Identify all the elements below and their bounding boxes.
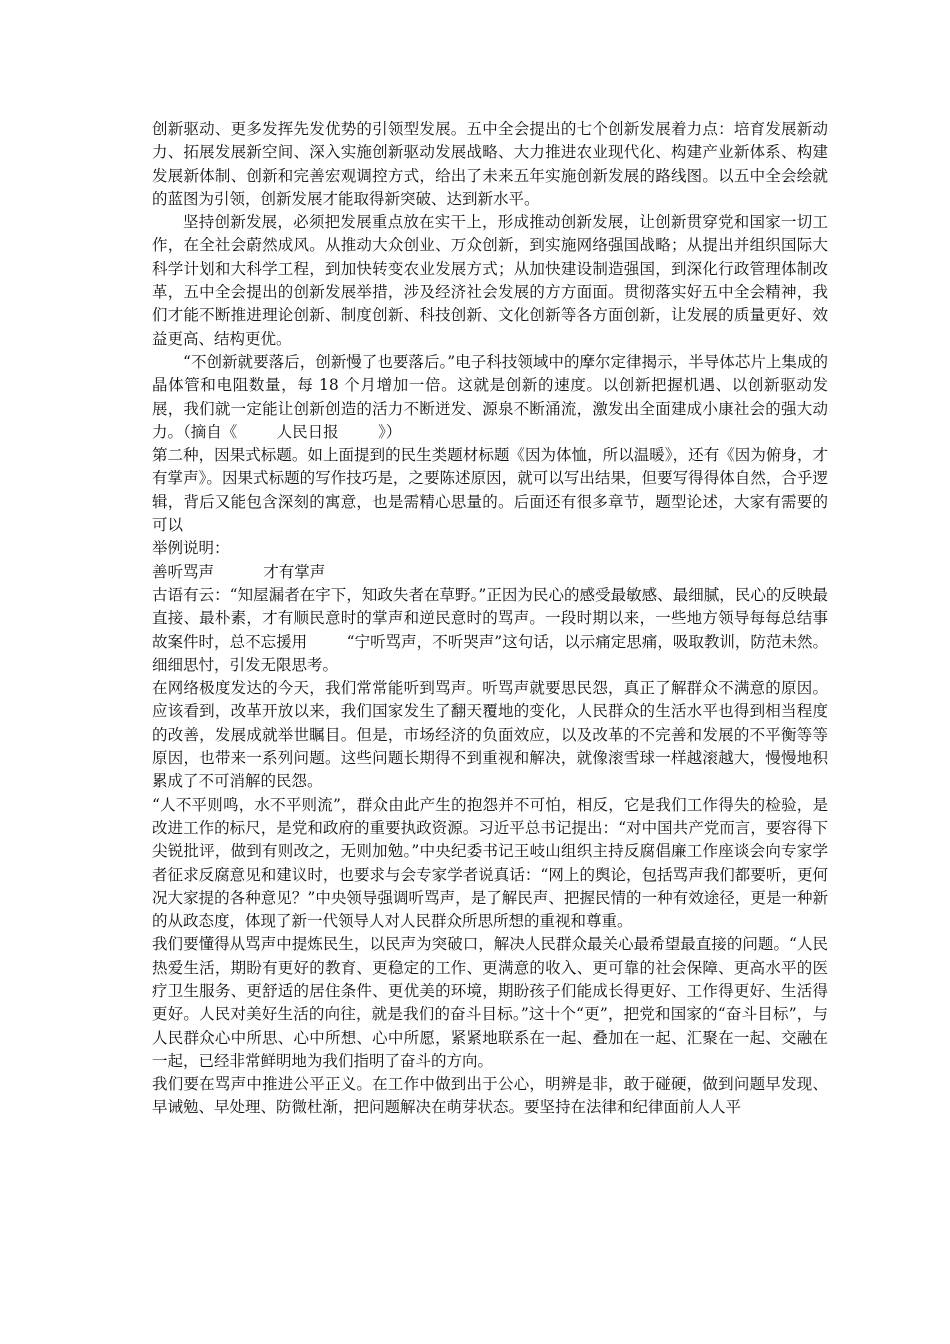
paragraph-internet-age: 在网络极度发达的今天，我们常常能听到骂声。听骂声就要思民怨，真正了解群众不满意的原因。应该看到，改革开放以来，我们国家发生了翻天覆地的变化，人民群众的生活水平也得到相当程度的改善，发展成就举世瞩目。但是，市场经济的负面效应，以及改革的不完善和发展的不平衡等等原因，也带来一系列问题。这些问题长期得不到重视和解决，就像滚雪球一样越滚越大，慢慢地积累成了不可消解的民怨。: [152, 679, 828, 791]
example-title: 善听骂声 才有掌声: [152, 562, 326, 581]
document-page: [152, 118, 828, 1120]
paragraph-example-label: 举例说明：: [152, 539, 230, 558]
paragraph-innovation-roadmap: 创新驱动、更多发挥先发优势的引领型发展。五中全会提出的七个创新发展着力点：培育发展新动力、拓展发展新空间、深入实施创新驱动发展战略、大力推进农业现代化、构建产业新体系、构建发展新体制、创新和完善宏观调控方式，给出了未来五年实施创新发展的路线图。以五中全会绘就的蓝图为引领，创新发展才能取得新突破、达到新水平。: [152, 120, 828, 208]
paragraph-complaints-value: “人不平则鸣，水不平则流”，群众由此产生的抱怨并不可怕，相反，它是我们工作得失的检验，是改进工作的标尺，是党和政府的重要执政资源。习近平总书记提出：“对中国共产党而言，要容得下尖锐批评，做到有则改之，无则加勉。”中央纪委书记王岐山组织主持反腐倡廉工作座谈会向专家学者征求反腐意见和建议时，也要求与会专家学者说真话：“网上的舆论，包括骂声我们都要听，更何况大家提的各种意见？”中央领导强调听骂声，是了解民声、把握民情的一种有效途径，更是一种新的从政态度，体现了新一代领导人对人民群众所思所想的重视和尊重。: [152, 795, 828, 931]
paragraph-innovation-speed: “不创新就要落后，创新慢了也要落后。”电子科技领域中的摩尔定律揭示，半导体芯片上集成的晶体管和电阻数量，每 18 个月增加一倍。这就是创新的速度。以创新把握机遇、以创新驱动发展，我们就一定能让创新创造的活力不断迸发、源泉不断涌流，激发出全面建成小康社会的强大动力。（摘自《 人民日报 》）: [152, 352, 828, 441]
paragraph-causal-title: 第二种，因果式标题。如上面提到的民生类题材标题《因为体恤，所以温暖》，还有《因为俯身，才有掌声》。因果式标题的写作技巧是，之要陈述原因，就可以写出结果，但要写得得体自然，合乎逻辑，背后又能包含深刻的寓意，也是需精心思量的。后面还有很多章节，题型论述，大家有需要的可以: [152, 446, 828, 535]
paragraph-ancient-saying: 古语有云：“知屋漏者在宇下，知政失者在草野。”正因为民心的感受最敏感、最细腻，民心的反映最直接、最朴素，才有顺民意时的掌声和逆民意时的骂声。一段时期以来，一些地方领导每每总结事故案件时，总不忘援用 “宁听骂声，不听哭声”这句话，以示痛定思痛，吸取教训，防范未然。细细思忖，引发无限思考。: [152, 585, 828, 674]
paragraph-fairness-justice: 我们要在骂声中推进公平正义。在工作中做到出于公心，明辨是非，敢于碰硬，做到问题早发现、早诫勉、早处理、防微杜渐，把问题解决在萌芽状态。要坚持在法律和纪律面前人人平: [152, 1075, 828, 1117]
paragraph-refine-livelihood: 我们要懂得从骂声中提炼民生，以民声为突破口，解决人民群众最关心最希望最直接的问题。“人民热爱生活，期盼有更好的教育、更稳定的工作、更满意的收入、更可靠的社会保障、更高水平的医疗卫生服务、更舒适的居住条件、更优美的环境，期盼孩子们能成长得更好、工作得更好、生活得更好。人民对美好生活的向往，就是我们的奋斗目标。”这十个“更”，把党和国家的“奋斗目标”，与人民群众心中所思、心中所想、心中所愿，紧紧地联系在一起、叠加在一起、汇聚在一起、交融在一起，已经非常鲜明地为我们指明了奋斗的方向。: [152, 935, 828, 1070]
paragraph-innovation-practice: 坚持创新发展，必须把发展重点放在实干上，形成推动创新发展，让创新贯穿党和国家一切工作，在全社会蔚然成风。从推动大众创业、万众创新，到实施网络强国战略；从提出并组织国际大科学计划和大科学工程，到加快转变农业发展方式；从加快建设制造强国，到深化行政管理体制改革，五中全会提出的创新发展举措，涉及经济社会发展的方方面面。贯彻落实好五中全会精神，我们才能不断推进理论创新、制度创新、科技创新、文化创新等各方面创新，让发展的质量更好、效益更高、结构更优。: [152, 213, 828, 348]
